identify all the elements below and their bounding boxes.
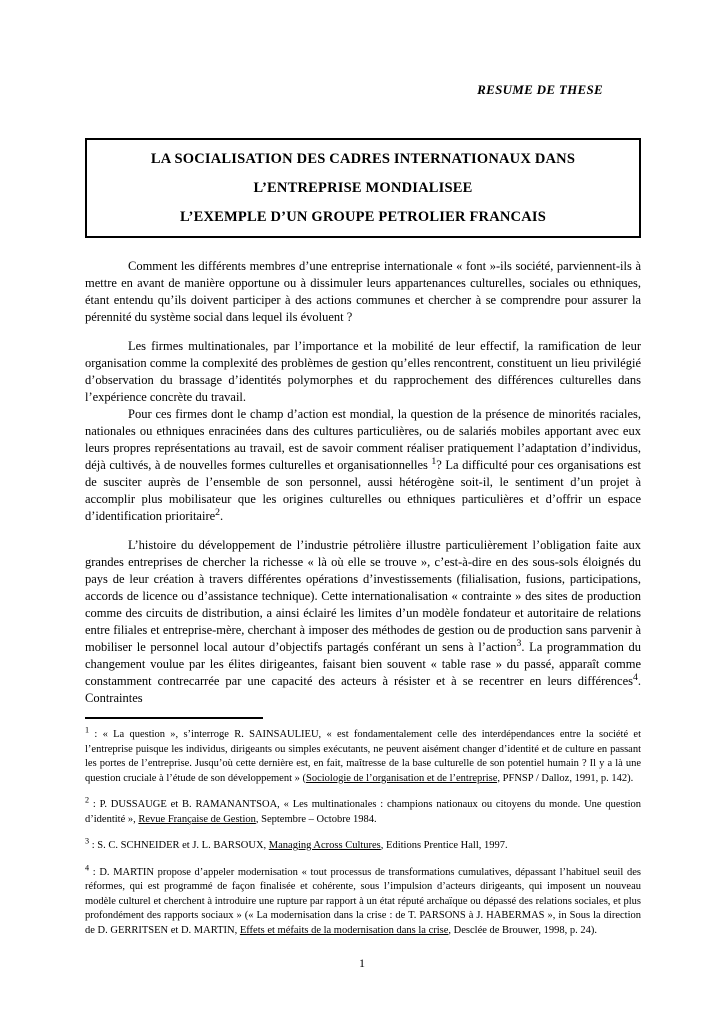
underlined-text: Effets et méfaits de la modernisation dans la crise bbox=[239, 924, 449, 936]
underlined-text: Sociologie de l’organisation et de l’entreprise, bbox=[306, 772, 501, 784]
footnote bbox=[85, 725, 641, 786]
text-run: Les firmes multinationales, par l’importance et la mobilité de leur effectif, la ramification de leur organisation comme la complexité des problèmes de gestion qu’elles rencontrent, constituent un lieu privilégié d’observation du brassage d’identités polymorphes et du rapprochement des différences culturelles dans l’expérience concrète du travail. bbox=[85, 339, 641, 404]
text-run: L’histoire du développement de l’industrie pétrolière illustre particulièrement l’obligation faite aux grandes entreprises de chercher la richesse « là où elle se trouve », c’est-à-dire en des sous-sols éloignés du pays de leur création à travers différentes opérations d’investissements (filialisation, fusions, participations, accords de licence ou d’assistance technique). Cette internationalisation « contrainte » des sites de production comme des circuits de distribution, a ainsi éclairé les limites d’un modèle fondateur et autoritaire de relations entre filiales et entreprise-mère, cherchant à imposer des méthodes de gestion ou de production sans parvenir à mobiliser le personnel local autour d’objectifs partagés conférant un sens à l’action bbox=[85, 538, 641, 654]
content-column bbox=[85, 82, 641, 938]
footnote-separator bbox=[85, 717, 263, 719]
text-run: , Desclée de Brouwer, 1998, p. 24). bbox=[448, 924, 597, 936]
title-line-3: L’EXEMPLE D’UN GROUPE PETROLIER FRANCAIS bbox=[180, 209, 546, 225]
paragraph bbox=[85, 338, 641, 406]
underlined-text: Managing Across Cultures bbox=[268, 840, 381, 851]
text-run: . bbox=[220, 509, 224, 523]
footnote bbox=[85, 863, 641, 939]
text-run: PFNSP / Dalloz, 1991, p. 142). bbox=[500, 772, 634, 784]
running-header: RESUME DE THESE bbox=[477, 82, 603, 97]
page-number: 1 bbox=[359, 956, 365, 970]
document-body bbox=[85, 258, 641, 707]
paragraph bbox=[85, 537, 641, 707]
text-run: : « La question », s’interroge R. SAINSAULIEU, « est fondamentalement celle des interdépendances entre la société et l’entreprise puisque les individus, dirigeants ou simples exécutants, ne peuvent aisément changer d’identité et de culture en passant les portes de l’entreprise. Jusqu’où cette dernière est, en fait, maîtresse de la base culturelle de son potentiel humain ? Il y a là une question cruciale à l’étude de son développement » ( bbox=[85, 729, 641, 784]
paragraph bbox=[85, 406, 641, 525]
title-line-2: L’ENTREPRISE MONDIALISEE bbox=[253, 180, 473, 196]
text-run: : P. DUSSAUGE et B. RAMANANTSOA, « Les multinationales : champions nationaux ou citoyens du monde. Une question d’identité », bbox=[85, 799, 641, 825]
footnote-ref: 4 bbox=[85, 863, 90, 872]
title-box bbox=[85, 138, 641, 238]
text-run: Pour ces firmes dont le champ d’action est mondial, la question de la présence de minorités raciales, nationales ou ethniques enracinées dans des cultures particulières, ou de salariés mobiles apportant avec eux leurs propres représentations au travail, est de savoir comment réaliser pratiquement l’adaptation d’individus, déjà cultivés, à de nouvelles formes culturelles et organisationnelles bbox=[85, 407, 641, 472]
footnote-ref: 1 bbox=[85, 725, 90, 735]
footnote-ref: 3 bbox=[516, 637, 522, 649]
footnote bbox=[85, 836, 641, 854]
footnote-ref: 3 bbox=[85, 836, 90, 846]
text-run: . La programmation du changement voulue par les élites dirigeantes, faisant bien souvent « table rase » du passé, apparaît comme constamment contrecarrée par une capacité des acteurs à résister et à se recentrer en leurs différences bbox=[85, 640, 641, 688]
footnote-ref: 4 bbox=[633, 671, 638, 683]
text-run: ? La difficulté pour ces organisations est de susciter auprès de l’ensemble de son personnel, aussi hétérogène soit-il, le sentiment d’un projet à accomplir plus mobilisateur que les origines culturelles ou ethniques particulières et d’offrir un espace d’identification prioritaire bbox=[85, 458, 641, 523]
footnote-ref: 2 bbox=[85, 795, 90, 805]
footnote-ref: 1 bbox=[431, 455, 437, 467]
text-run: . Contraintes bbox=[85, 674, 641, 705]
text-run: : S. C. SCHNEIDER et J. L. BARSOUX, bbox=[89, 840, 269, 851]
footnote bbox=[85, 795, 641, 827]
footnote-ref: 2 bbox=[215, 506, 221, 518]
text-run: : D. MARTIN propose d’appeler modernisation « tout processus de transformations cumulatives, dépassant l’habituel seuil des réformes, qui est programmé de façon finalisée et cohérente, sous l’impulsion d’acteurs dirigeants, qui imposent un nouveau modèle culturel et cherchent à introduire une rupture par rapport à un état réputé archaïque ou dépassé des relations sociales, et plus profondément des rapports sociaux » (« La modernisation dans la crise : de T. PARSONS à J. HABERMAS », in Sous la direction de D. GERRITSEN et D. MARTIN, bbox=[85, 866, 641, 936]
text-run: Comment les différents membres d’une entreprise internationale « font »-ils société, parviennent-ils à mettre en avant de manière opportune ou à dissimuler leurs appartenances culturelles, sociales ou ethniques, étant entendu qu’ils doivent participer à des actions communes et chercher à se comprendre pour assurer la pérennité du système social dans lequel ils évoluent ? bbox=[85, 259, 641, 324]
text-run: , Editions Prentice Hall, 1997. bbox=[380, 840, 508, 851]
footnotes-section bbox=[85, 725, 641, 938]
paragraph bbox=[85, 258, 641, 326]
underlined-text: Revue Française de Gestion bbox=[138, 813, 256, 825]
title-line-1: LA SOCIALISATION DES CADRES INTERNATIONAUX DANS bbox=[150, 151, 576, 167]
text-run: , Septembre – Octobre 1984. bbox=[255, 813, 377, 825]
